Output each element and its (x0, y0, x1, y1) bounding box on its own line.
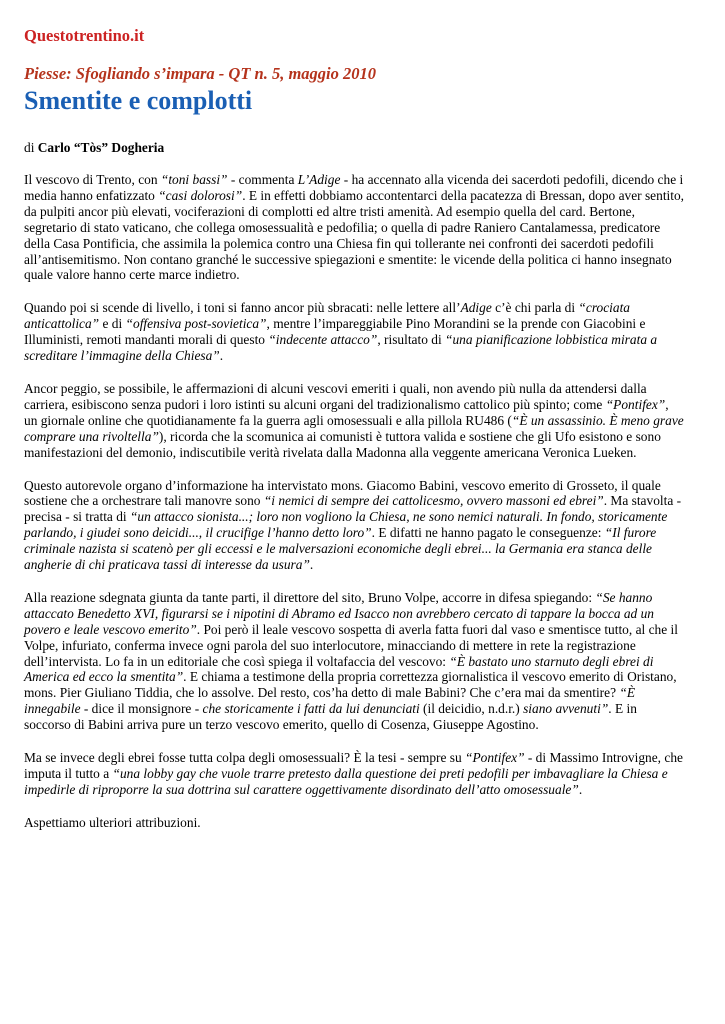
article-paragraph (24, 172, 685, 283)
paragraph-text: Ancor peggio, se possibile, le affermazioni di alcuni vescovi emeriti i quali, non avendo più nulla da attendersi dalla carriera, esibiscono senza pudori i loro istinti su alcuni organi del tradizionalismo cattolico più spinto; come (24, 380, 647, 412)
quote-text: che storicamente i fatti da lui denunciati (202, 701, 420, 717)
paragraph-text: . E in soccorso di Babini arriva pure un terzo vescovo emerito, quello di Cosenza, Giuseppe Agostino. (24, 701, 637, 733)
paragraph-text: (il deicidio, n.d.r.) (419, 701, 524, 717)
quote-text: “offensiva post-sovietica” (125, 316, 267, 332)
paragraph-text: . E in effetti dobbiamo accontentarci della pacatezza di Bressan, dopo aver sentito, da pulpiti ancor più elevati, vociferazioni di complotti ed altre tristi amenità. Ad esempio quella del card. Bertone, segretario di stato vaticano, che collega omosessualità e pedofilia; o quella di padre Raniero Cantalamessa, predicatore della Casa Pontificia, che assimila la polemica contro una Chiesa fin qui tollerante nei confronti dei sacerdoti pedofili all’antisemitismo. Non contano granché le successive spiegazioni e smentite: le vicende della politica ci hanno insegnato quale valore hanno certe marce indietro. (24, 187, 685, 283)
article-paragraph (24, 590, 685, 733)
quote-text: “Il furore criminale nazista si scatenò per gli eccessi e le malversazioni economiche degli ebrei... la Germania era stanca delle angherie di chi praticava tassi di interesse da usura” (24, 525, 657, 573)
quote-text: “una pianificazione lobbistica mirata a screditare l’immagine della Chiesa” (24, 332, 658, 364)
quote-text: “indecente attacco” (268, 332, 378, 348)
article-paragraph (24, 815, 685, 831)
quote-text: Adige (460, 300, 492, 316)
byline (24, 140, 685, 156)
quote-text: “crociata anticattolica” (24, 300, 630, 332)
paragraph-text: e di (99, 316, 126, 332)
quote-text: “un attacco sionista...; loro non vogliono la Chiesa, ne sono nemici naturali. In fondo, storicamente parlando, i giudei sono deicidi..., il crucifige l’hanno detto loro” (24, 509, 668, 541)
paragraph-text: c’è chi parla di (491, 300, 579, 316)
site-name[interactable]: Questotrentino.it (24, 26, 145, 45)
paragraph-text: . Ma stavolta - precisa - si tratta di (24, 493, 682, 525)
quote-text: “toni bassi” (160, 172, 228, 187)
paragraph-text: . E chiama a testimone della propria correttezza giornalistica il vescovo emerito di Oristano, mons. Pier Giuliano Tiddia, che lo assolve. Del resto, cos’ha detto di male Babini? Che c’era mai da smentire? (24, 669, 677, 701)
quote-text: siano avvenuti” (523, 701, 609, 717)
article-title: Smentite e complotti (24, 86, 253, 115)
quote-text: “casi dolorosi” (158, 187, 243, 203)
paragraph-text: . (219, 348, 224, 364)
paragraph-text: . (309, 557, 314, 573)
article-kicker: Piesse: Sfogliando s’impara - QT n. 5, maggio 2010 (24, 64, 377, 83)
paragraph-text: - ha accennato alla vicenda dei sacerdoti pedofili, dicendo che i media hanno enfatizzato (24, 172, 684, 203)
paragraph-text: . E difatti ne hanno pagato le conseguenze: (371, 525, 605, 541)
author-name: Carlo “Tòs” Dogheria (37, 140, 165, 155)
quote-text: “È un assassinio. È meno grave comprare una rivoltella” (24, 412, 684, 444)
quote-text: “Pontifex” (465, 750, 525, 766)
article-body (24, 172, 685, 831)
paragraph-text: - di Massimo Introvigne, che imputa il tutto a (24, 750, 683, 781)
article-paragraph (24, 381, 685, 461)
quote-text: “È innegabile (24, 685, 636, 717)
quote-text: “una lobby gay che vuole trarre pretesto dalla questione dei preti pedofili per imbavagliare la Chiesa e impedirle di riproporre la sua dottrina sul carattere oggettivamente disordinato dell’atto omosessuale” (24, 766, 668, 797)
paragraph-text: , un giornale online che quotidianamente fa la guerra agli omosessuali e alla pillola RU486 ( (24, 396, 669, 428)
paragraph-text: . (578, 781, 583, 797)
quote-text: L’Adige (297, 172, 341, 187)
paragraph-text: . Poi però il leale vescovo sospetta di averla fatta fuori dal vaso e smentisce tutto, al che il Volpe, infuriato, conferma invece ogni parola del suo interlocutore, minacciando di mettere in rete la registrazione dell’intervista. Lo fa in un editoriale che così spiega il voltafaccia del vescovo: (24, 621, 678, 669)
quote-text: “È bastato uno starnuto degli ebrei di America ed ecco la smentita” (24, 653, 654, 685)
paragraph-text: Questo autorevole organo d’informazione ha intervistato mons. Giacomo Babini, vescovo emerito di Grosseto, il quale sostiene che a orchestrare tali manovre sono (24, 477, 661, 509)
paragraph-text: Aspettiamo ulteriori attribuzioni. (24, 814, 201, 830)
article-paragraph (24, 300, 685, 364)
paragraph-text: , risultato di (377, 332, 446, 348)
quote-text: “i nemici di sempre dei cattolicesmo, ovvero massoni ed ebrei” (263, 493, 604, 509)
byline-prefix: di (24, 140, 38, 155)
paragraph-text: Il vescovo di Trento, con (24, 172, 161, 187)
paragraph-text: - commenta (227, 172, 298, 187)
paragraph-text: Ma se invece degli ebrei fosse tutta colpa degli omosessuali? È la tesi - sempre su (24, 750, 466, 766)
quote-text: “Pontifex” (605, 396, 666, 412)
paragraph-text: Quando poi si scende di livello, i toni si fanno ancor più sbracati: nelle lettere all’ (24, 300, 461, 316)
article-paragraph (24, 750, 685, 798)
paragraph-text: , mentre l’impareggiabile Pino Morandini se la prende con Giacobini e Illuministi, remoti mandanti morali di questo (24, 316, 646, 348)
paragraph-text: ), ricorda che la scomunica ai comunisti è tuttora valida e sostiene che gli Ufo esistono e sono manifestazioni del demonio, indiscutibile verità rivelata dalla Madonna alla veggente americana Veronica Lueken. (24, 428, 661, 460)
article-paragraph (24, 478, 685, 573)
quote-text: “Se hanno attaccato Benedetto XVI, figurarsi se i nipotini di Abramo ed Isacco non avrebbero cercato di tappare la bocca ad un povero e leale vescovo emerito” (24, 589, 654, 637)
paragraph-text: Alla reazione sdegnata giunta da tante parti, il direttore del sito, Bruno Volpe, accorre in difesa spiegando: (24, 589, 596, 605)
paragraph-text: - dice il monsignore - (80, 701, 203, 717)
